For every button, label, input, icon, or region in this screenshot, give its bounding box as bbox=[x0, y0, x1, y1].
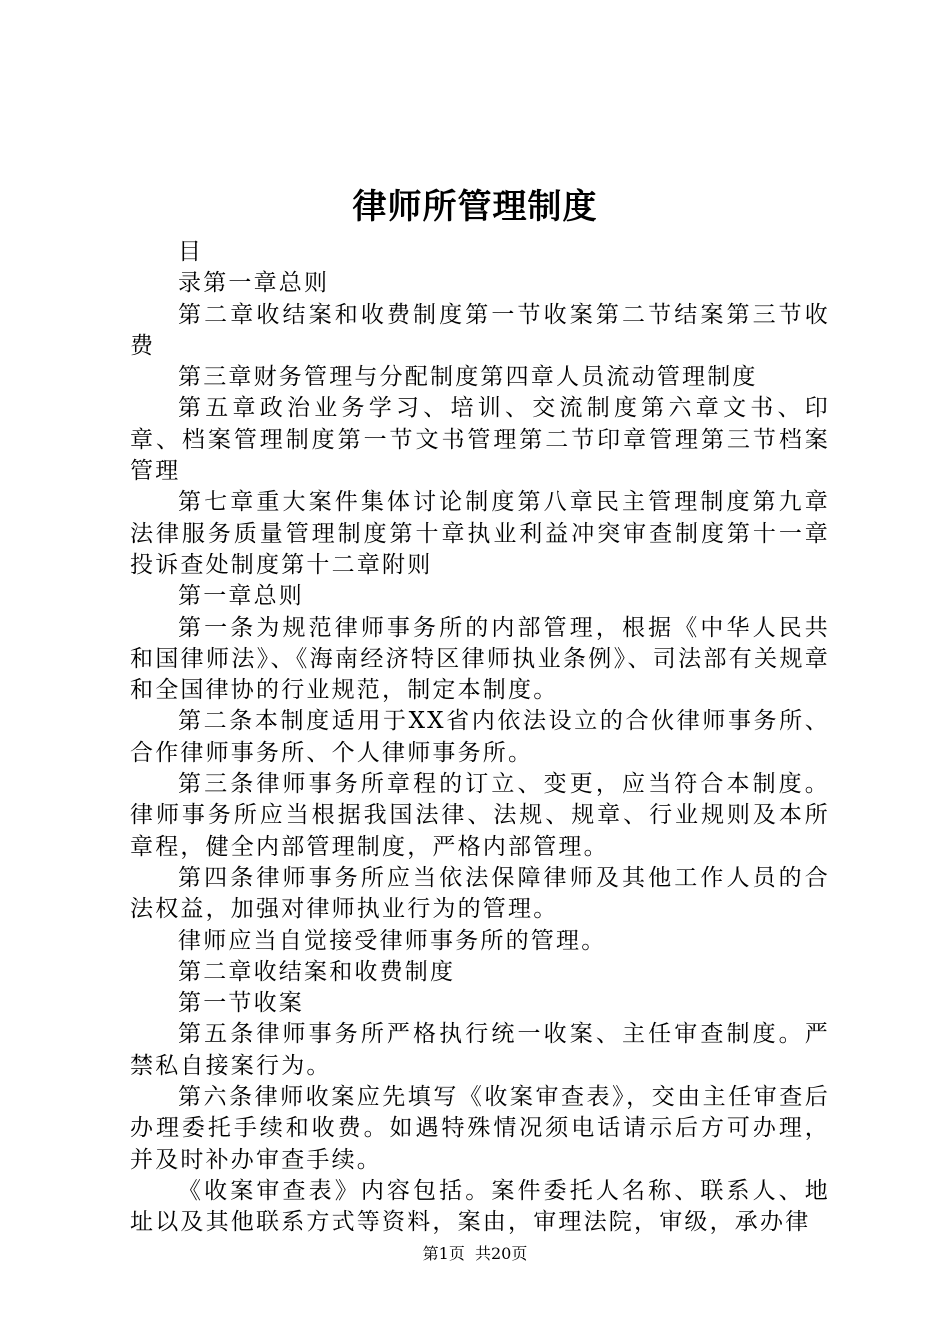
article-paragraph: 第五条律师事务所严格执行统一收案、主任审查制度。严禁私自接案行为。 bbox=[130, 1021, 830, 1079]
page-number-footer: 第1页 共20页 bbox=[422, 1244, 528, 1263]
article-paragraph: 第二条本制度适用于XX省内依法设立的合伙律师事务所、合作律师事务所、个人律师事务所。 bbox=[130, 708, 830, 766]
document-title: 律师所管理制度 bbox=[352, 187, 598, 227]
toc-entry-5: 第五章政治业务学习、培训、交流制度第六章文书、印章、档案管理制度第一节文书管理第二节印章管理第三节档案管理 bbox=[130, 395, 830, 485]
body-paragraph: 《收案审查表》内容包括。案件委托人名称、联系人、地址以及其他联系方式等资料，案由，审理法院，审级，承办律 bbox=[130, 1177, 830, 1236]
toc-heading-1: 目 bbox=[178, 239, 204, 265]
toc-heading-2: 录第一章总则 bbox=[178, 270, 330, 297]
section-heading: 第一节收案 bbox=[178, 990, 304, 1017]
article-paragraph: 第六条律师收案应先填写《收案审查表》，交由主任审查后办理委托手续和收费。如遇特殊情况须电话请示后方可办理，并及时补办审查手续。 bbox=[130, 1084, 830, 1173]
toc-entry-3: 第三章财务管理与分配制度第四章人员流动管理制度 bbox=[178, 364, 758, 391]
body-paragraph: 律师应当自觉接受律师事务所的管理。 bbox=[178, 927, 607, 954]
document-body bbox=[130, 237, 830, 1239]
chapter-heading: 第二章收结案和收费制度 bbox=[178, 958, 456, 985]
article-paragraph: 第三条律师事务所章程的订立、变更，应当符合本制度。律师事务所应当根据我国法律、法规、规章、行业规则及本所章程，健全内部管理制度，严格内部管理。 bbox=[130, 771, 830, 860]
article-paragraph: 第一条为规范律师事务所的内部管理，根据《中华人民共和国律师法》、《海南经济特区律师执业条例》、司法部有关规章和全国律协的行业规范，制定本制度。 bbox=[130, 614, 830, 704]
toc-entry-7: 第七章重大案件集体讨论制度第八章民主管理制度第九章法律服务质量管理制度第十章执业利益冲突审查制度第十一章投诉查处制度第十二章附则 bbox=[130, 489, 830, 578]
toc-entry-2: 第二章收结案和收费制度第一节收案第二节结案第三节收费 bbox=[130, 301, 830, 359]
chapter-heading: 第一章总则 bbox=[178, 583, 304, 610]
article-paragraph: 第四条律师事务所应当依法保障律师及其他工作人员的合法权益，加强对律师执业行为的管理。 bbox=[130, 864, 830, 923]
